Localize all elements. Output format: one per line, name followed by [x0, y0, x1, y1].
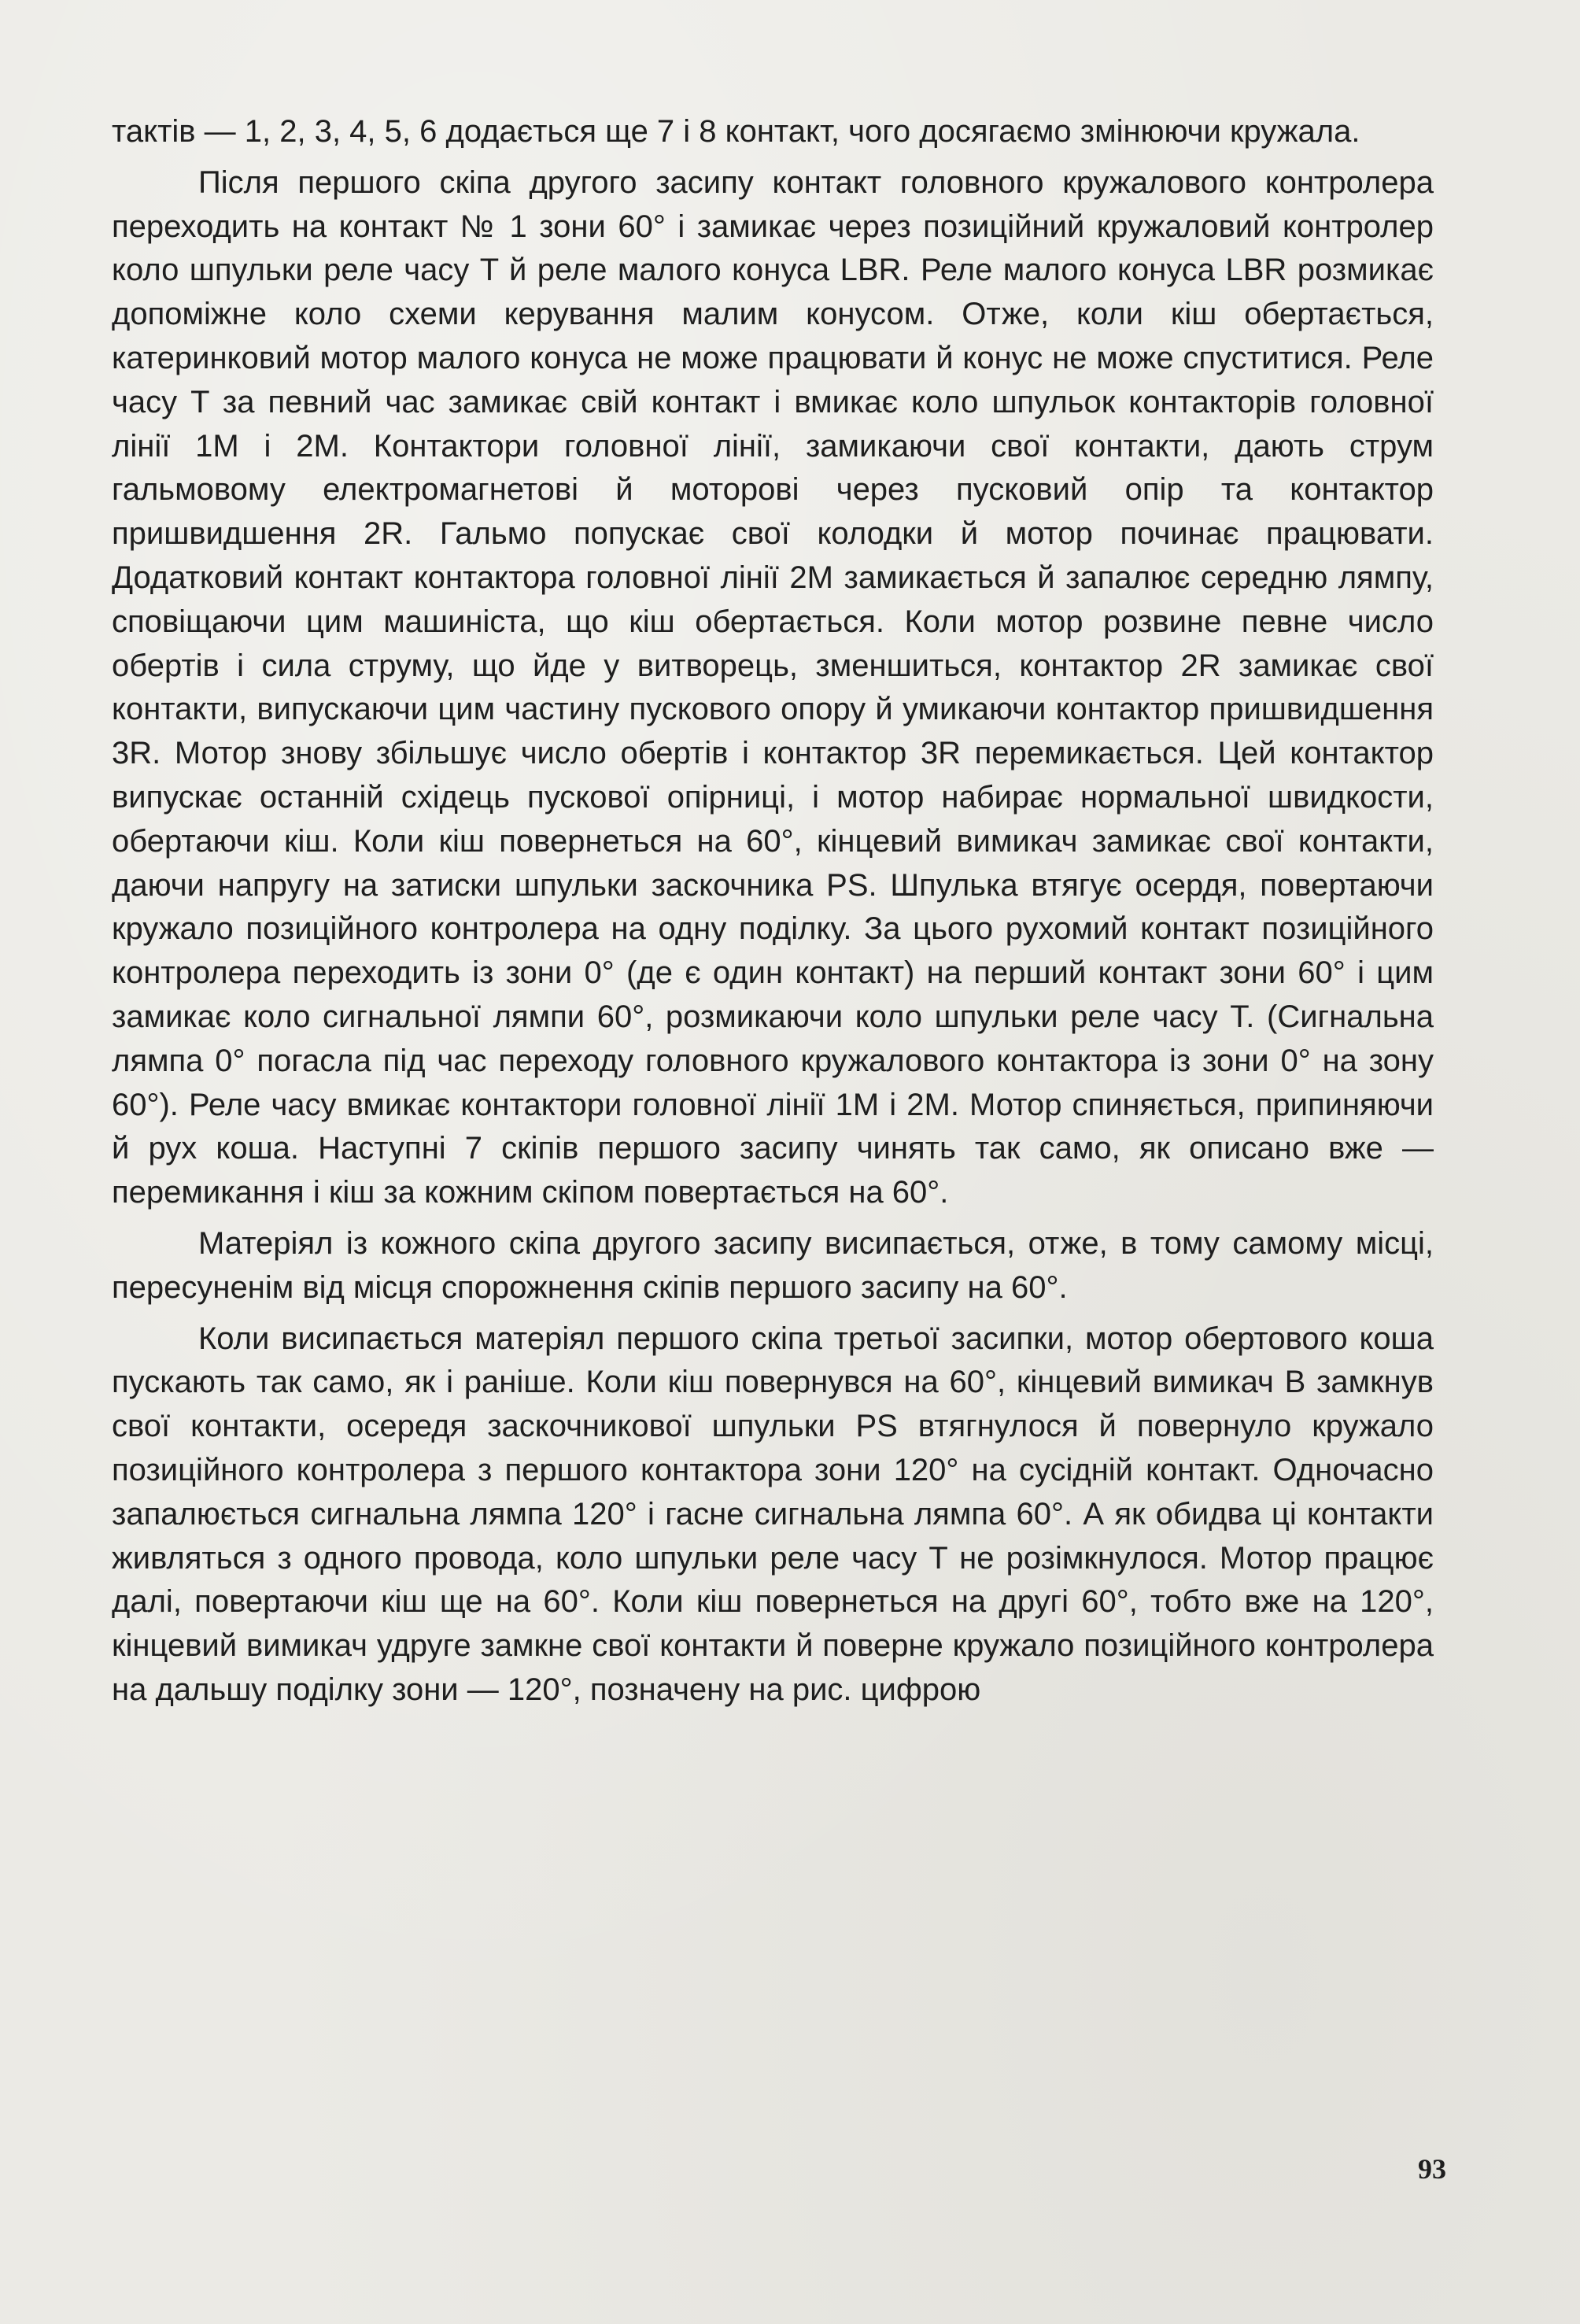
- paragraph-4: Коли висипається матеріял першого скіпа третьої засипки, мотор обертового коша пускають так само, як і раніше. Коли кіш повернувся на 60°, кінцевий вимикач B замкнув свої контакти, осередя заскочникової шпульки PS втягнулося й повернуло кружало позиційного контролера з першого контактора зони 120° на сусідній контакт. Одночасно запалюється сигнальна лямпа 120° і гасне сигнальна лямпа 60°. А як обидва ці контакти живляться з одного провода, коло шпульки реле часу T не розімкнулося. Мотор працює далі, повертаючи кіш ще на 60°. Коли кіш повернеться на другі 60°, тобто вже на 120°, кінцевий вимикач удруге замкне свої контакти й поверне кружало позиційного контролера на дальшу поділку зони — 120°, позначену на рис. цифрою: [112, 1321, 1434, 1707]
- paragraph-2: Після першого скіпа другого засипу контакт головного кружалового контролера переходить на контакт № 1 зони 60° і замикає через позиційний кружаловий контролер коло шпульки реле часу T й реле малого конуса LBR. Реле малого конуса LBR розмикає допоміжне коло схеми керування малим конусом. Отже, коли кіш обертається, катеринковий мотор малого конуса не може працювати й конус не може спуститися. Реле часу T за певний час замикає свій контакт і вмикає коло шпульок контакторів головної лінії 1M і 2M. Контактори головної лінії, замикаючи свої контакти, дають струм гальмовому електромагнетові й моторові через пусковий опір та контактор пришвидшення 2R. Гальмо попускає свої колодки й мотор починає працювати. Додатковий контакт контактора головної лінії 2M замикається й запалює середню лямпу, сповіщаючи цим машиніста, що кіш обертається. Коли мотор розвине певне число обертів і сила струму, що йде у витворець, зменшиться, контактор 2R замикає свої контакти, випускаючи цим частину пускового опору й умикаючи контактор пришвидшення 3R. Мотор знову збільшує число обертів і контактор 3R перемикається. Цей контактор випускає останній східець пускової опірниці, і мотор набирає нормальної швидкости, обертаючи кіш. Коли кіш повернеться на 60°, кінцевий вимикач замикає свої контакти, даючи напругу на затиски шпульки заскочника PS. Шпулька втягує осердя, повертаючи кружало позиційного контролера на одну поділку. За цього рухомий контакт позиційного контролера переходить із зони 0° (де є один контакт) на перший контакт зони 60° і цим замикає коло сигнальної лямпи 60°, розмикаючи коло шпульки реле часу T. (Сигнальна лямпа 0° погасла під час переходу головного кружалового контактора із зони 0° на зону 60°). Реле часу вмикає контактори головної лінії 1M і 2M. Мотор спиняється, припиняючи й рух коша. Наступні 7 скіпів першого засипу чинять так само, як описано вже — перемикання і кіш за кожним скіпом повертається на 60°.: [112, 164, 1434, 1210]
- paragraph-3: Матеріял із кожного скіпа другого засипу висипається, отже, в тому самому місці, пересуненім від місця спорожнення скіпів першого засипу на 60°.: [112, 1225, 1434, 1305]
- paragraph-1: тактів — 1, 2, 3, 4, 5, 6 додається ще 7 і 8 контакт, чого досягаємо змінюючи кружала.: [112, 114, 1360, 149]
- body-text: [112, 110, 1434, 1720]
- page-number: 93: [1418, 2153, 1446, 2185]
